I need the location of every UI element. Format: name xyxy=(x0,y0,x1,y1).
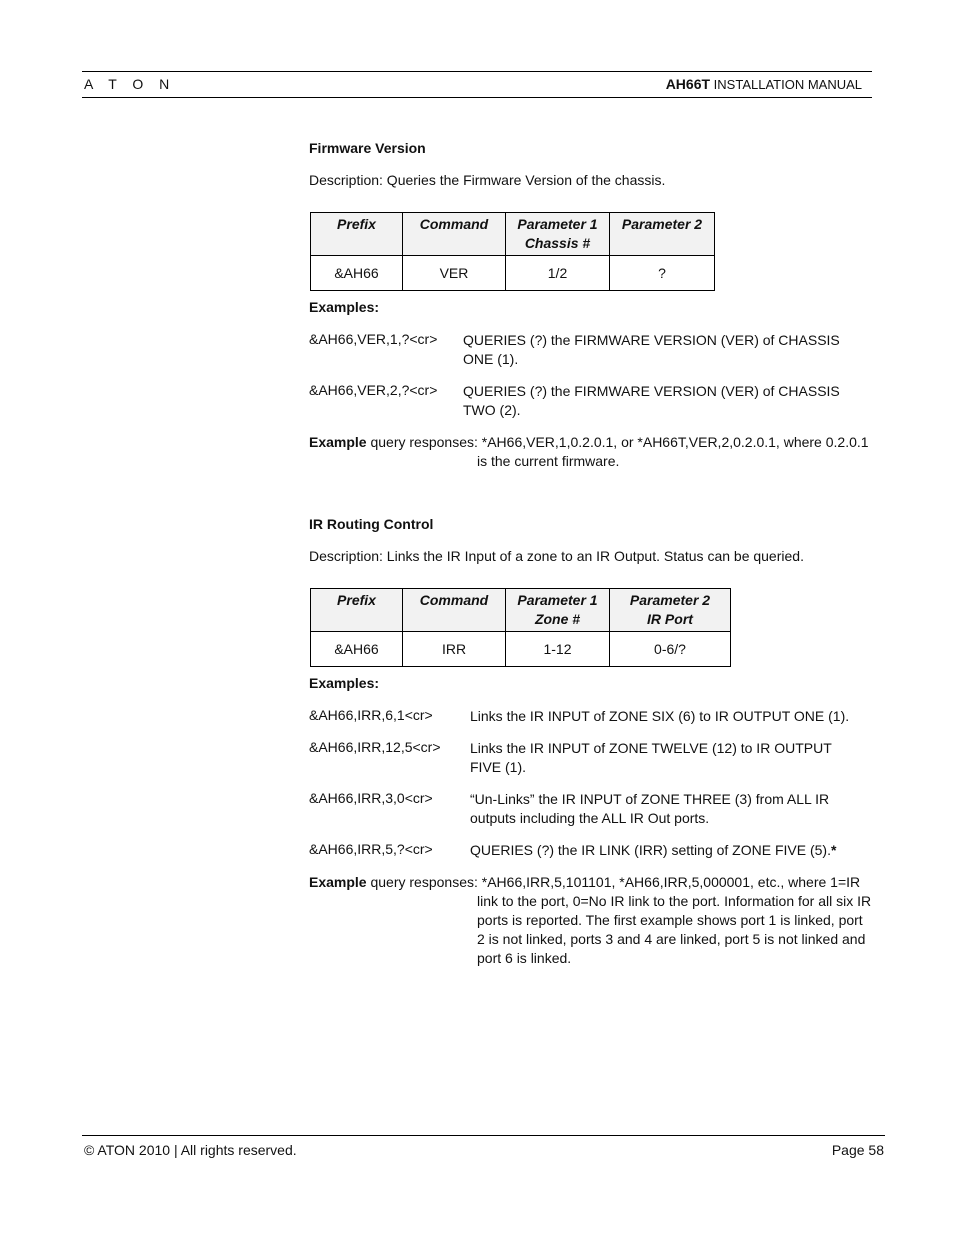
brand-name: A T O N xyxy=(84,76,176,92)
response-text-continued: is the current firmware. xyxy=(477,453,620,469)
example-description: QUERIES (?) the FIRMWARE VERSION (VER) of CHASSIS ONE (1). xyxy=(463,332,840,367)
footer-copyright: © ATON 2010 | All rights reserved. xyxy=(84,1142,297,1158)
cell-prefix: &AH66 xyxy=(311,632,403,667)
footer-rule xyxy=(82,1135,885,1136)
table-row xyxy=(311,256,715,291)
cell-parameter-1: 1/2 xyxy=(506,256,610,291)
example-description-text: QUERIES (?) the IR LINK (IRR) setting of ZONE FIVE (5). xyxy=(470,842,831,858)
header-parameter-1: Parameter 1 Chassis # xyxy=(506,213,610,256)
firmware-description: Description: Queries the Firmware Version of the chassis. xyxy=(309,172,666,188)
response-text: *AH66,IRR,5,101101, *AH66,IRR,5,000001, etc., where 1=IR xyxy=(481,874,861,890)
example-description xyxy=(470,841,865,860)
table-row xyxy=(311,632,731,667)
cell-command: IRR xyxy=(403,632,506,667)
section-title-ir-routing: IR Routing Control xyxy=(309,516,434,532)
response-label: Example xyxy=(309,874,367,890)
example-command: &AH66,IRR,12,5<cr> xyxy=(309,739,441,755)
table-header-row xyxy=(311,213,715,256)
header-command: Command xyxy=(403,213,506,256)
cell-parameter-2: 0-6/? xyxy=(610,632,731,667)
model-name: AH66T xyxy=(665,76,711,92)
manual-title xyxy=(666,76,862,92)
example-command: &AH66,IRR,6,1<cr> xyxy=(309,707,433,723)
example-description: QUERIES (?) the FIRMWARE VERSION (VER) of CHASSIS TWO (2). xyxy=(463,383,840,418)
cell-prefix: &AH66 xyxy=(311,256,403,291)
example-command: &AH66,VER,1,?<cr> xyxy=(309,331,438,347)
example-description: Links the IR INPUT of ZONE SIX (6) to IR OUTPUT ONE (1). xyxy=(470,708,850,724)
ir-example-response xyxy=(309,873,872,968)
ir-examples-label: Examples: xyxy=(309,675,380,691)
header-parameter-2: Parameter 2 IR Port xyxy=(610,589,731,632)
cell-command: VER xyxy=(403,256,506,291)
ir-command-table xyxy=(310,588,731,667)
response-text: *AH66,VER,1,0.2.0.1, or *AH66T,VER,2,0.2.0.1, where 0.2.0.1 xyxy=(481,434,869,450)
header-top-rule xyxy=(82,71,872,72)
firmware-command-table xyxy=(310,212,715,291)
response-text-continued: link to the port, 0=No IR link to the port. Information for all six IR ports is reported. The first example shows port 1 is linked, port 2 is not linked, ports 3 and 4 are linked, port 5 is not linked and port 6 is linked. xyxy=(477,893,872,966)
header-prefix: Prefix xyxy=(311,213,403,256)
firmware-examples-label: Examples: xyxy=(309,299,380,315)
firmware-example-response xyxy=(309,433,869,471)
header-bottom-rule xyxy=(82,97,872,98)
header-command: Command xyxy=(403,589,506,632)
ir-description: Description: Links the IR Input of a zone to an IR Output. Status can be queried. xyxy=(309,548,804,564)
example-command: &AH66,VER,2,?<cr> xyxy=(309,382,438,398)
section-title-firmware: Firmware Version xyxy=(309,140,426,156)
example-description: Links the IR INPUT of ZONE TWELVE (12) to IR OUTPUT FIVE (1). xyxy=(470,740,832,775)
table-header-row xyxy=(311,589,731,632)
header-prefix: Prefix xyxy=(311,589,403,632)
header-parameter-2: Parameter 2 xyxy=(610,213,715,256)
response-prefix: query responses: xyxy=(366,434,482,450)
example-command: &AH66,IRR,3,0<cr> xyxy=(309,790,433,806)
example-description: “Un-Links” the IR INPUT of ZONE THREE (3) from ALL IR outputs including the ALL IR Out ports. xyxy=(470,791,830,826)
example-command: &AH66,IRR,5,?<cr> xyxy=(309,841,433,857)
cell-parameter-2: ? xyxy=(610,256,715,291)
manual-label: INSTALLATION MANUAL xyxy=(713,77,862,92)
page-number: Page 58 xyxy=(831,1142,884,1158)
footnote-mark: * xyxy=(830,842,837,858)
header-parameter-1: Parameter 1 Zone # xyxy=(506,589,610,632)
response-label: Example xyxy=(309,434,367,450)
response-prefix: query responses: xyxy=(366,874,482,890)
cell-parameter-1: 1-12 xyxy=(506,632,610,667)
